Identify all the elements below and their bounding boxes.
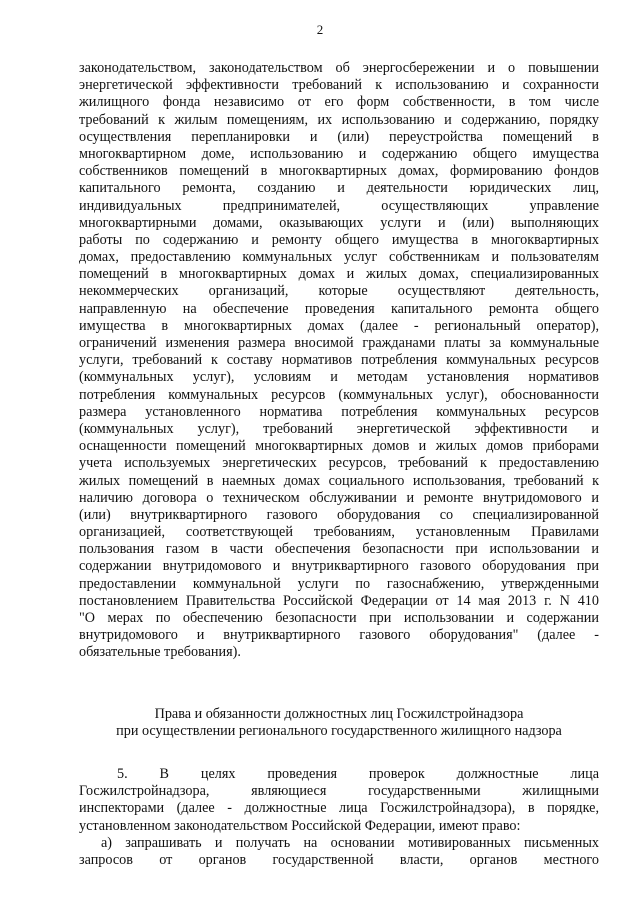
text-line: имущества в многоквартирных домах (далее - региональный оператор), bbox=[79, 317, 599, 334]
text-line: обязательные требования). bbox=[79, 644, 241, 661]
text-line: законодательством, законодательством об энергосбережении и о повышении bbox=[79, 60, 599, 76]
text-line: многоквартирными домами, оказывающих услуги и (или) выполняющих bbox=[79, 214, 599, 231]
document-body bbox=[79, 60, 599, 869]
text-line: домах, предоставлению коммунальных услуг собственникам и пользователям bbox=[79, 249, 599, 266]
spacer bbox=[79, 662, 599, 706]
text-line: услуги, требований к составу нормативов потребления коммунальных ресурсов bbox=[79, 352, 599, 369]
text-line: ограничений изменения размера вносимой гражданами платы за коммунальные bbox=[79, 335, 599, 351]
section-heading bbox=[79, 706, 599, 740]
text-line: инспекторами (далее - должностные лица Госжилстройнадзора), в порядке, bbox=[79, 800, 599, 817]
text-line: установленном законодательством Российской Федерации, имеют право: bbox=[79, 817, 521, 834]
text-line: жилых помещений в наемных домах социального использования, требований к bbox=[79, 472, 599, 489]
text-line: запросов от органов государственной власти, органов местного bbox=[79, 851, 599, 868]
text-line: внутридомового и внутриквартирного газового оборудования" (далее - bbox=[79, 627, 599, 644]
text-line: работы по содержанию и ремонту общего имущества в многоквартирных bbox=[79, 231, 599, 248]
text-line: капитального ремонта, созданию и деятельности юридических лиц, bbox=[79, 180, 599, 197]
text-line: учета используемых энергетических ресурсов, требований к предоставлению bbox=[79, 455, 599, 472]
text-line: энергетической эффективности требований к использованию и сохранности bbox=[79, 77, 599, 94]
heading-line: при осуществлении регионального государственного жилищного надзора bbox=[116, 722, 562, 739]
text-line: организацией, соответствующей требованиям, установленным Правилами bbox=[79, 524, 599, 541]
text-line: (или) внутриквартирного газового оборудования со специализированной bbox=[79, 506, 599, 523]
text-line: многоквартирном доме, использованию и содержанию общего имущества bbox=[79, 145, 599, 162]
paragraph-5 bbox=[79, 766, 599, 835]
text-line: некоммерческих организаций, которые осуществляют деятельность, bbox=[79, 283, 599, 300]
text-line: постановлением Правительства Российской Федерации от 14 мая 2013 г. N 410 bbox=[79, 592, 599, 609]
text-line: пользования газом в части обеспечения безопасности при использовании и bbox=[79, 541, 599, 558]
text-line: "О мерах по обеспечению безопасности при использовании и содержании bbox=[79, 610, 599, 626]
page-number: 2 bbox=[316, 22, 324, 37]
text-line: индивидуальных предпринимателей, осуществляющих управление bbox=[79, 197, 599, 214]
text-line: 5. В целях проведения проверок должностные лица bbox=[117, 765, 599, 782]
text-line: предоставлении коммунальной услуги по газоснабжению, утвержденными bbox=[79, 575, 599, 592]
text-line: потребления коммунальных ресурсов (коммунальных услуг), обоснованности bbox=[79, 386, 599, 403]
text-line: содержании внутридомового и внутриквартирного газового оборудования при bbox=[79, 558, 599, 575]
text-line: наличию договора о техническом обслуживании и ремонте внутридомового и bbox=[79, 489, 599, 506]
text-line: помещений в многоквартирных домах и жилых домах, специализированных bbox=[79, 266, 599, 283]
text-line: а) запрашивать и получать на основании мотивированных письменных bbox=[101, 834, 599, 851]
text-line: собственников помещений в многоквартирных домах, формированию фондов bbox=[79, 163, 599, 180]
text-line: Госжилстройнадзора, являющиеся государственными жилищными bbox=[79, 783, 599, 800]
text-line: направленную на обеспечение проведения капитального ремонта общего bbox=[79, 300, 599, 317]
text-line: оснащенности помещений многоквартирных домов и жилых домов приборами bbox=[79, 438, 599, 455]
text-line: требований к жилым помещениям, их использованию и содержанию, порядку bbox=[79, 111, 599, 128]
paragraph-5a bbox=[79, 835, 599, 869]
text-line: осуществления перепланировки и (или) переустройства помещений в bbox=[79, 128, 599, 145]
text-line: (коммунальных услуг), требований энергетической эффективности и bbox=[79, 420, 599, 437]
text-line: размера установленного норматива потребления коммунальных ресурсов bbox=[79, 403, 599, 420]
text-line: жилищного фонда независимо от его форм собственности, в том числе bbox=[79, 94, 599, 111]
heading-line: Права и обязанности должностных лиц Госжилстройнадзора bbox=[154, 705, 524, 722]
text-line: (коммунальных услуг), условиям и методам установления нормативов bbox=[79, 369, 599, 386]
spacer bbox=[79, 740, 599, 766]
paragraph-continuation bbox=[79, 60, 599, 662]
